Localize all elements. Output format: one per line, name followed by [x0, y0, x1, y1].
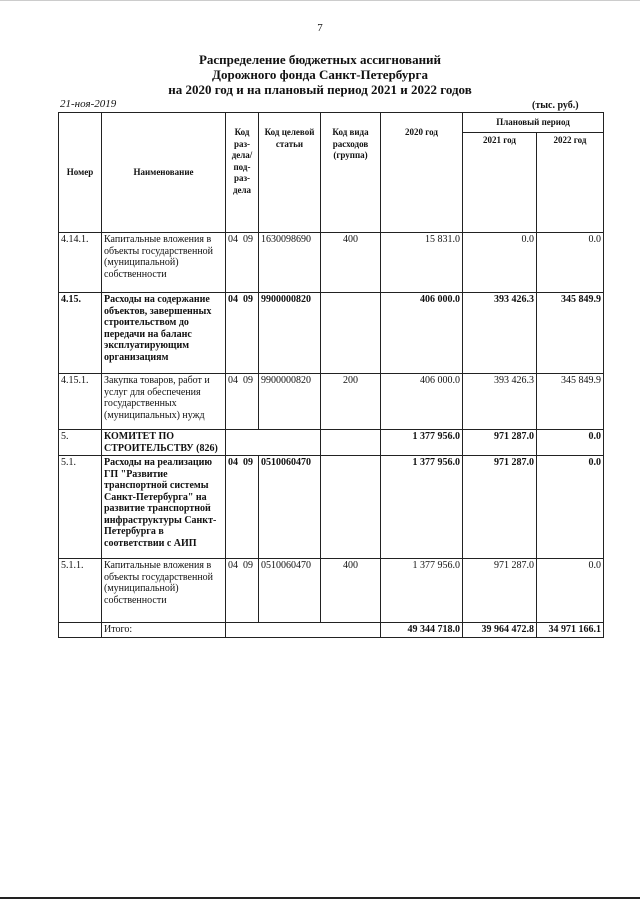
row-2022: 345 849.9: [537, 374, 604, 430]
row-2020: 406 000.0: [381, 293, 463, 374]
total-row: [59, 623, 604, 638]
row-number: 4.15.1.: [59, 374, 102, 430]
table-row: [59, 374, 604, 430]
table-row: [59, 559, 604, 623]
row-2020: 1 377 956.0: [381, 430, 463, 456]
document-date: 21-ноя-2019: [60, 98, 117, 110]
row-section: 04 09: [226, 293, 259, 374]
row-target: 0510060470: [259, 559, 321, 623]
row-number: 5.: [59, 430, 102, 456]
title-line-2: Дорожного фонда Санкт-Петербурга: [212, 67, 428, 82]
total-codes: [226, 623, 381, 638]
row-expense-type: 400: [321, 559, 381, 623]
row-target: 9900000820: [259, 293, 321, 374]
total-number: [59, 623, 102, 638]
table-row: [59, 430, 604, 456]
row-expense-type: 400: [321, 233, 381, 293]
header-number: Номер: [59, 113, 102, 233]
row-2022: 345 849.9: [537, 293, 604, 374]
row-2022: 0.0: [537, 559, 604, 623]
row-2020: 406 000.0: [381, 374, 463, 430]
row-section: [226, 430, 321, 456]
row-number: 5.1.1.: [59, 559, 102, 623]
row-name: Капитальные вложения в объекты государственной (муниципальной) собственности: [102, 233, 226, 293]
row-2021: 971 287.0: [463, 456, 537, 559]
table-row: [59, 293, 604, 374]
row-target: 1630098690: [259, 233, 321, 293]
row-2020: 15 831.0: [381, 233, 463, 293]
budget-table-wrapper: [58, 112, 603, 638]
row-2022: 0.0: [537, 430, 604, 456]
row-name: КОМИТЕТ ПО СТРОИТЕЛЬСТВУ (826): [102, 430, 226, 456]
header-section: Код раз-дела/ под-раз-дела: [226, 113, 259, 233]
row-2022: 0.0: [537, 456, 604, 559]
row-target: 9900000820: [259, 374, 321, 430]
header-2021: 2021 год: [463, 133, 537, 233]
page-number: 7: [317, 22, 323, 34]
budget-table: [58, 112, 604, 638]
row-2022: 0.0: [537, 233, 604, 293]
row-2021: 393 426.3: [463, 293, 537, 374]
row-expense-type: [321, 456, 381, 559]
row-target: 0510060470: [259, 456, 321, 559]
row-section: 04 09: [226, 559, 259, 623]
row-2020: 1 377 956.0: [381, 559, 463, 623]
title-line-1: Распределение бюджетных ассигнований: [198, 52, 442, 67]
page-bottom-edge: [0, 897, 640, 899]
header-target: Код целевой статьи: [259, 113, 321, 233]
row-section: 04 09: [226, 374, 259, 430]
row-2021: 0.0: [463, 233, 537, 293]
row-name: Расходы на реализацию ГП "Развитие транспортной системы Санкт-Петербурга" на развитие транспортной инфраструктуры Санкт-Петербурга в соответствии с АИП: [102, 456, 226, 559]
currency-unit: (тыс. руб.): [532, 100, 579, 111]
header-2020: 2020 год: [381, 113, 463, 233]
row-number: 4.15.: [59, 293, 102, 374]
row-expense-type: [321, 293, 381, 374]
row-number: 4.14.1.: [59, 233, 102, 293]
header-expense-type: Код вида расходов (группа): [321, 113, 381, 233]
header-2022: 2022 год: [537, 133, 604, 233]
total-2021: 39 964 472.8: [463, 623, 537, 638]
total-label: Итого:: [102, 623, 226, 638]
total-2020: 49 344 718.0: [381, 623, 463, 638]
header-planned-period: Плановый период: [463, 113, 604, 133]
table-row: [59, 456, 604, 559]
row-name: Капитальные вложения в объекты государственной (муниципальной) собственности: [102, 559, 226, 623]
document-title: [0, 52, 640, 97]
row-section: 04 09: [226, 233, 259, 293]
row-number: 5.1.: [59, 456, 102, 559]
row-expense-type: [321, 430, 381, 456]
row-2021: 971 287.0: [463, 430, 537, 456]
row-expense-type: 200: [321, 374, 381, 430]
title-line-3: на 2020 год и на плановый период 2021 и 2022 годов: [168, 82, 472, 97]
row-name: Закупка товаров, работ и услуг для обеспечения государственных (муниципальных) нужд: [102, 374, 226, 430]
row-2020: 1 377 956.0: [381, 456, 463, 559]
header-name: Наименование: [102, 113, 226, 233]
row-2021: 971 287.0: [463, 559, 537, 623]
row-section: 04 09: [226, 456, 259, 559]
table-row: [59, 233, 604, 293]
row-name: Расходы на содержание объектов, завершенных строительством до передачи на баланс эксплуатирующим организациям: [102, 293, 226, 374]
total-2022: 34 971 166.1: [537, 623, 604, 638]
page-top-edge: [0, 0, 640, 1]
row-2021: 393 426.3: [463, 374, 537, 430]
